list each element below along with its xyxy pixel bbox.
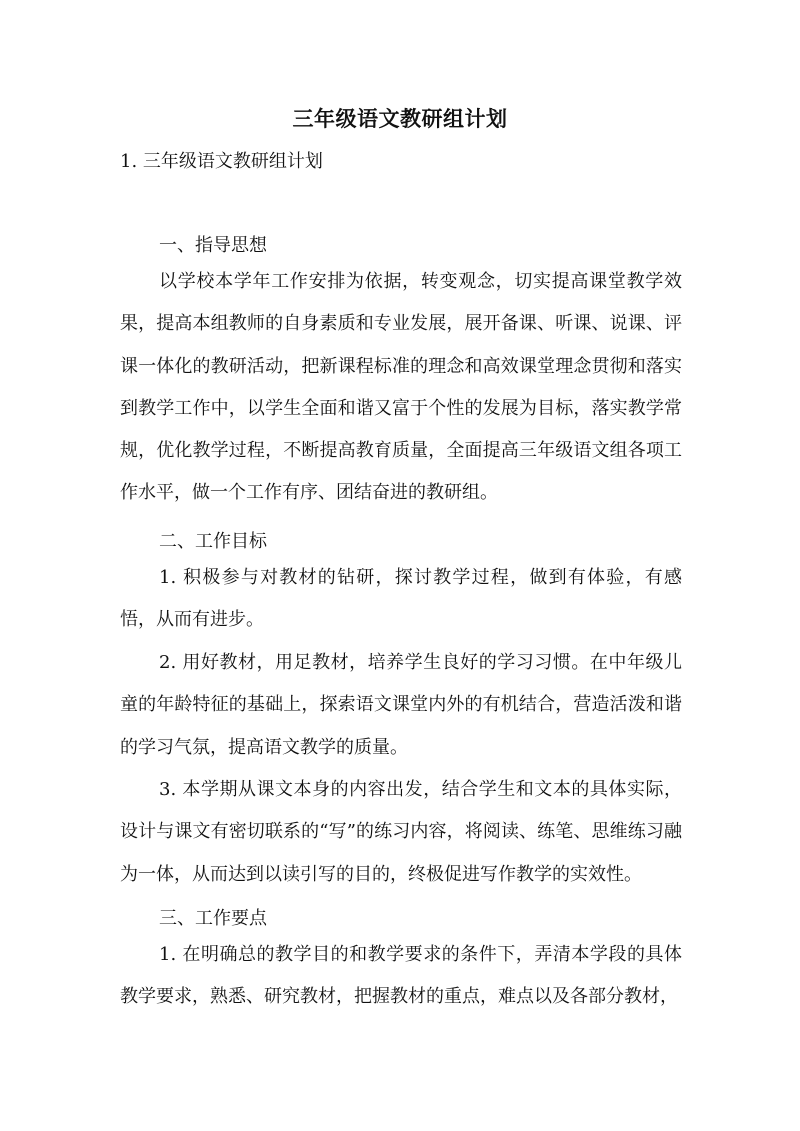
paragraph-goal-2: 2. 用好教材，用足教材，培养学生良好的学习习惯。在中年级儿童的年龄特征的基础上，探索语文课堂内外的有机结合，营造活泼和谐的学习气氛，提高语文教学的质量。 <box>120 652 682 758</box>
paragraph-goal-3: 3. 本学期从课文本身的内容出发，结合学生和文本的具体实际，设计与课文有密切联系的“写”的练习内容，将阅读、练笔、思维练习融为一体，从而达到以读引写的目的，终极促进写作教学的实效性。 <box>120 779 682 885</box>
document-title: 三年级语文教研组计划 <box>292 106 508 131</box>
paragraph-point-1: 1. 在明确总的教学目的和教学要求的条件下，弄清本学段的具体教学要求，熟悉、研究教材，把握教材的重点，难点以及各部分教材， <box>120 944 682 1008</box>
document-subtitle: 1. 三年级语文教研组计划 <box>120 151 323 172</box>
section-heading-guiding-ideology: 一、指导思想 <box>159 235 267 256</box>
paragraph-goal-1: 1. 积极参与对教材的钻研，探讨教学过程，做到有体验，有感悟，从而有进步。 <box>120 567 682 631</box>
section-heading-work-points: 三、工作要点 <box>159 908 267 929</box>
section-heading-work-goals: 二、工作目标 <box>159 531 267 552</box>
paragraph-guiding-ideology: 以学校本学年工作安排为依据，转变观念，切实提高课堂教学效果，提高本组教师的自身素质和专业发展，展开备课、听课、说课、评课一体化的教研活动，把新课程标准的理念和高效课堂理念贯彻和落实到教学工作中，以学生全面和谐又富于个性的发展为目标，落实教学常规，优化教学过程，不断提高教育质量，全面提高三年级语文组各项工作水平，做一个工作有序、团结奋进的教研组。 <box>120 271 682 504</box>
